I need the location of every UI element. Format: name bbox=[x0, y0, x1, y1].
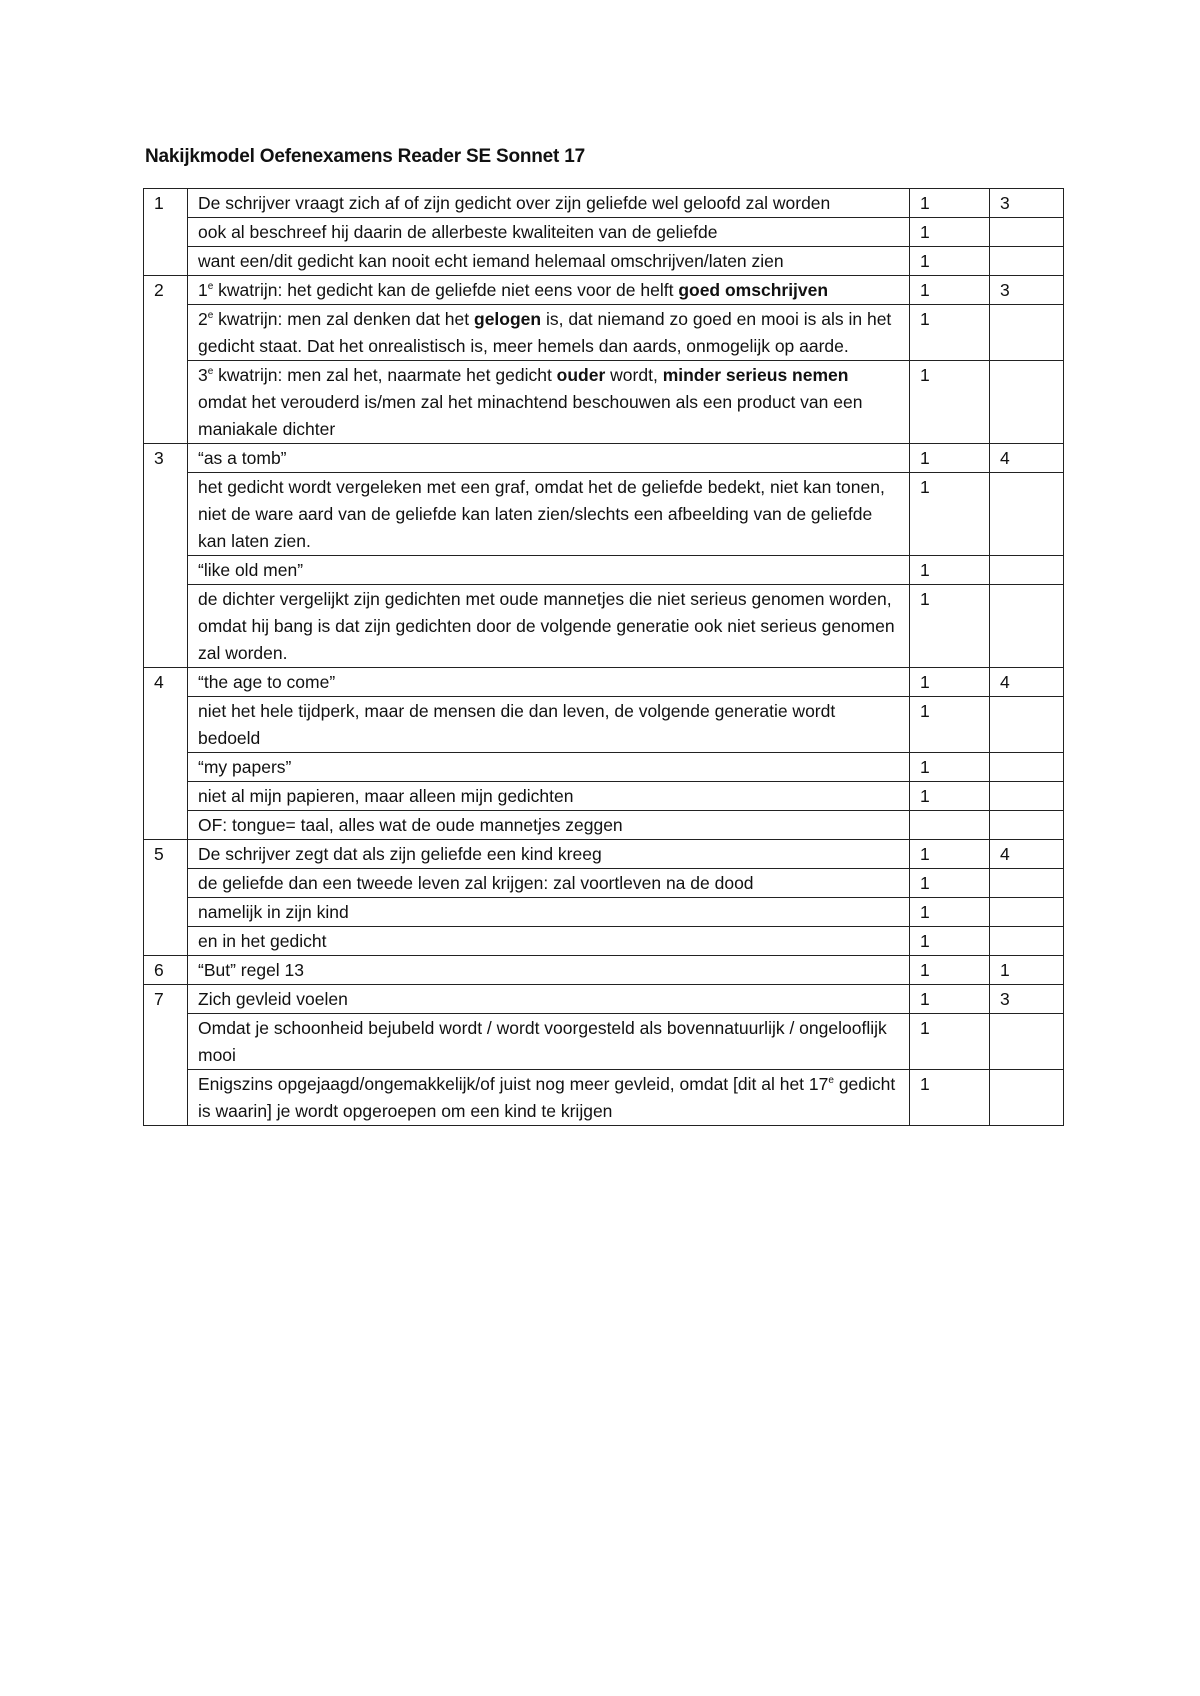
empty-cell bbox=[990, 361, 1064, 444]
answer-text: Zich gevleid voelen bbox=[188, 985, 910, 1014]
answer-text: en in het gedicht bbox=[188, 927, 910, 956]
table-row bbox=[144, 218, 1064, 247]
answer-points: 1 bbox=[910, 668, 990, 697]
answer-points: 1 bbox=[910, 247, 990, 276]
answer-points: 1 bbox=[910, 956, 990, 985]
question-total: 1 bbox=[990, 956, 1064, 985]
answer-points: 1 bbox=[910, 985, 990, 1014]
answer-key-table bbox=[143, 188, 1064, 1126]
empty-cell bbox=[990, 473, 1064, 556]
answer-text: ook al beschreef hij daarin de allerbeste kwaliteiten van de geliefde bbox=[188, 218, 910, 247]
empty-cell bbox=[990, 247, 1064, 276]
answer-points: 1 bbox=[910, 697, 990, 753]
table-row bbox=[144, 753, 1064, 782]
empty-cell bbox=[990, 782, 1064, 811]
question-number: 3 bbox=[144, 444, 188, 668]
answer-text: “the age to come” bbox=[188, 668, 910, 697]
answer-points: 1 bbox=[910, 1070, 990, 1126]
table-row bbox=[144, 444, 1064, 473]
table-row bbox=[144, 473, 1064, 556]
empty-cell bbox=[990, 811, 1064, 840]
answer-text: 3e kwatrijn: men zal het, naarmate het gedicht ouder wordt, minder serieus nemen omdat het verouderd is/men zal het minachtend beschouwen als een product van een maniakale dichter bbox=[188, 361, 910, 444]
empty-cell bbox=[910, 811, 990, 840]
answer-points: 1 bbox=[910, 189, 990, 218]
question-number: 2 bbox=[144, 276, 188, 444]
empty-cell bbox=[990, 218, 1064, 247]
question-total: 4 bbox=[990, 668, 1064, 697]
answer-text: OF: tongue= taal, alles wat de oude mannetjes zeggen bbox=[188, 811, 910, 840]
answer-text: Omdat je schoonheid bejubeld wordt / wordt voorgesteld als bovennatuurlijk / ongelooflijk mooi bbox=[188, 1014, 910, 1070]
table-row bbox=[144, 1070, 1064, 1126]
answer-points: 1 bbox=[910, 782, 990, 811]
answer-text: de dichter vergelijkt zijn gedichten met oude mannetjes die niet serieus genomen worden, omdat hij bang is dat zijn gedichten door de volgende generatie ook niet serieus genomen zal worden. bbox=[188, 585, 910, 668]
question-number: 4 bbox=[144, 668, 188, 840]
answer-text: het gedicht wordt vergeleken met een graf, omdat het de geliefde bedekt, niet kan tonen, niet de ware aard van de geliefde kan laten zien/slechts een afbeelding van de geliefde kan laten zien. bbox=[188, 473, 910, 556]
table-row bbox=[144, 305, 1064, 361]
empty-cell bbox=[990, 697, 1064, 753]
answer-points: 1 bbox=[910, 276, 990, 305]
answer-points: 1 bbox=[910, 869, 990, 898]
table-row bbox=[144, 189, 1064, 218]
table-row bbox=[144, 697, 1064, 753]
answer-points: 1 bbox=[910, 305, 990, 361]
table-row bbox=[144, 585, 1064, 668]
answer-points: 1 bbox=[910, 585, 990, 668]
table-row bbox=[144, 276, 1064, 305]
answer-text: niet al mijn papieren, maar alleen mijn gedichten bbox=[188, 782, 910, 811]
empty-cell bbox=[990, 1070, 1064, 1126]
answer-text: De schrijver zegt dat als zijn geliefde een kind kreeg bbox=[188, 840, 910, 869]
table-row bbox=[144, 985, 1064, 1014]
answer-points: 1 bbox=[910, 898, 990, 927]
answer-points: 1 bbox=[910, 753, 990, 782]
answer-points: 1 bbox=[910, 444, 990, 473]
answer-text: “like old men” bbox=[188, 556, 910, 585]
table-row bbox=[144, 840, 1064, 869]
question-number: 5 bbox=[144, 840, 188, 956]
answer-points: 1 bbox=[910, 840, 990, 869]
table-row bbox=[144, 782, 1064, 811]
table-row bbox=[144, 898, 1064, 927]
empty-cell bbox=[990, 305, 1064, 361]
table-row bbox=[144, 361, 1064, 444]
question-total: 4 bbox=[990, 840, 1064, 869]
empty-cell bbox=[990, 869, 1064, 898]
answer-points: 1 bbox=[910, 927, 990, 956]
answer-points: 1 bbox=[910, 1014, 990, 1070]
page-title: Nakijkmodel Oefenexamens Reader SE Sonnet 17 bbox=[145, 146, 585, 167]
empty-cell bbox=[990, 898, 1064, 927]
answer-points: 1 bbox=[910, 473, 990, 556]
table-row bbox=[144, 556, 1064, 585]
answer-points: 1 bbox=[910, 361, 990, 444]
answer-text: Enigszins opgejaagd/ongemakkelijk/of juist nog meer gevleid, omdat [dit al het 17e gedicht is waarin] je wordt opgeroepen om een kind te krijgen bbox=[188, 1070, 910, 1126]
table-row bbox=[144, 668, 1064, 697]
answer-text: want een/dit gedicht kan nooit echt iemand helemaal omschrijven/laten zien bbox=[188, 247, 910, 276]
empty-cell bbox=[990, 585, 1064, 668]
table-row bbox=[144, 956, 1064, 985]
table-row bbox=[144, 247, 1064, 276]
table-row bbox=[144, 927, 1064, 956]
question-number: 7 bbox=[144, 985, 188, 1126]
question-total: 3 bbox=[990, 985, 1064, 1014]
table-row bbox=[144, 1014, 1064, 1070]
answer-text: “my papers” bbox=[188, 753, 910, 782]
answer-text: “But” regel 13 bbox=[188, 956, 910, 985]
question-total: 4 bbox=[990, 444, 1064, 473]
empty-cell bbox=[990, 556, 1064, 585]
answer-points: 1 bbox=[910, 556, 990, 585]
table-row bbox=[144, 869, 1064, 898]
empty-cell bbox=[990, 1014, 1064, 1070]
empty-cell bbox=[990, 753, 1064, 782]
question-number: 1 bbox=[144, 189, 188, 276]
question-number: 6 bbox=[144, 956, 188, 985]
answer-text: 2e kwatrijn: men zal denken dat het gelogen is, dat niemand zo goed en mooi is als in het gedicht staat. Dat het onrealistisch is, meer hemels dan aards, onmogelijk op aarde. bbox=[188, 305, 910, 361]
question-total: 3 bbox=[990, 276, 1064, 305]
question-total: 3 bbox=[990, 189, 1064, 218]
answer-text: niet het hele tijdperk, maar de mensen die dan leven, de volgende generatie wordt bedoeld bbox=[188, 697, 910, 753]
answer-text: “as a tomb” bbox=[188, 444, 910, 473]
empty-cell bbox=[990, 927, 1064, 956]
answer-text: 1e kwatrijn: het gedicht kan de geliefde niet eens voor de helft goed omschrijven bbox=[188, 276, 910, 305]
answer-text: de geliefde dan een tweede leven zal krijgen: zal voortleven na de dood bbox=[188, 869, 910, 898]
table-row bbox=[144, 811, 1064, 840]
answer-text: namelijk in zijn kind bbox=[188, 898, 910, 927]
answer-points: 1 bbox=[910, 218, 990, 247]
answer-text: De schrijver vraagt zich af of zijn gedicht over zijn geliefde wel geloofd zal worden bbox=[188, 189, 910, 218]
